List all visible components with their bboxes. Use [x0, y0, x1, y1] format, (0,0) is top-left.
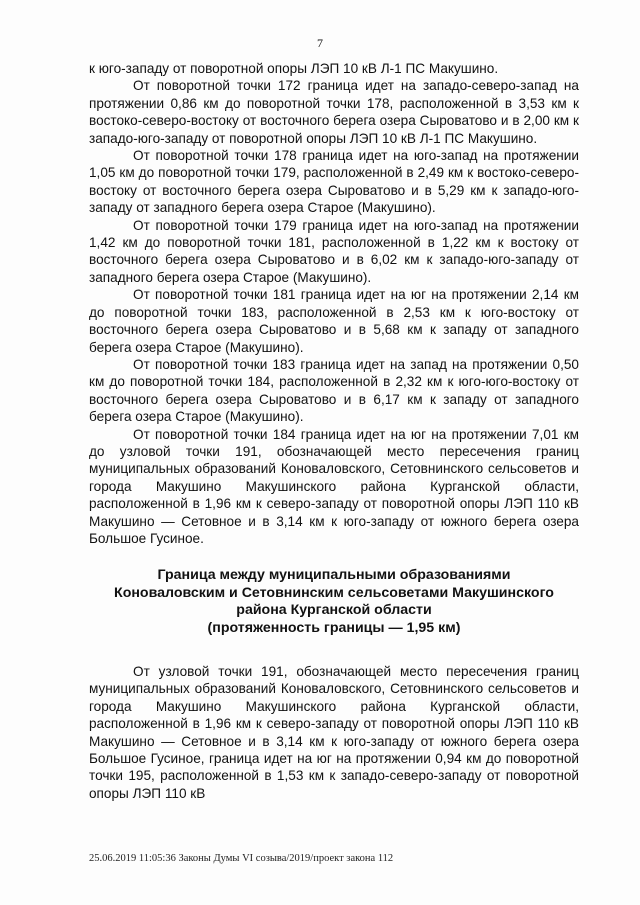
heading-length: (протяженность границы — 1,95 км)	[207, 619, 461, 636]
paragraph: От поворотной точки 183 граница идет на запад на протяжении 0,50 км до поворотной точки 184, расположенной в 2,32 км к юго-юго-востоку от восточного берега озера Сыроватово и в 6,17 км к западу от западного берега озера Старое (Макушино).	[89, 356, 579, 425]
heading-line: Коноваловским и Сетовнинским сельсоветами Макушинского	[114, 584, 554, 601]
document-body	[89, 60, 579, 802]
heading-line: Граница между муниципальными образованиями	[157, 567, 511, 584]
paragraph: От узловой точки 191, обозначающей место пересечения границ муниципальных образований Коноваловского, Сетовнинского сельсоветов и города Макушино Макушинского района Курганской области, расположенной в 1,96 км к северо-западу от поворотной опоры ЛЭП 110 кВ Макушино — Сетовное и в 3,14 км к юго-западу от южного берега озера Большое Гусиное, граница идет на юг на протяжении 0,94 км до поворотной точки 195, расположенной в 1,53 км к западо-северо-западу от поворотной опоры ЛЭП 110 кВ	[89, 664, 579, 801]
paragraph: к юго-западу от поворотной опоры ЛЭП 10 кВ Л-1 ПС Макушино.	[89, 61, 499, 76]
heading-line: района Курганской области	[236, 602, 432, 619]
paragraph: От поворотной точки 181 граница идет на юг на протяжении 2,14 км до поворотной точки 183, расположенной в 2,53 км к юго-востоку от восточного берега озера Сыроватово и в 5,68 км к западу от западного берега озера Старое (Макушино).	[89, 287, 579, 355]
paragraph: От поворотной точки 178 граница идет на юго-запад на протяжении 1,05 км до поворотной точки 179, расположенной в 2,49 км к востоко-северо-востоку от восточного берега озера Сыроватово и в 5,29 км к западо-юго-западу от западного берега озера Старое (Макушино).	[89, 148, 579, 216]
paragraph: От поворотной точки 179 граница идет на юго-запад на протяжении 1,42 км до поворотной точки 181, расположенной в 1,22 км к востоку от восточного берега озера Сыроватово и в 6,02 км к западо-юго-западу от западного берега озера Старое (Макушино).	[89, 217, 579, 285]
section-heading	[89, 567, 579, 637]
paragraph: От поворотной точки 184 граница идет на юг на протяжении 7,01 км до узловой точки 191, обозначающей место пересечения границ муниципальных образований Коноваловского, Сетовнинского сельсоветов и города Макушино Макушинского района Курганской области, расположенной в 1,96 км к северо-западу от поворотной опоры ЛЭП 110 кВ Макушино — Сетовное и в 3,14 км к юго-западу от южного берега озера Большое Гусиное.	[89, 426, 579, 546]
footer-stamp: 25.06.2019 11:05:36 Законы Думы VI созыва/2019/проект закона 112	[89, 853, 394, 864]
paragraph: От поворотной точки 172 граница идет на западо-северо-запад на протяжении 0,86 км до поворотной точки 178, расположенной в 3,53 км к востоко-северо-востоку от восточного берега озера Сыроватово и в 2,00 км к западо-юго-западу от поворотной опоры ЛЭП 10 кВ Л-1 ПС Макушино.	[89, 78, 579, 146]
page-number: 7	[317, 36, 323, 50]
